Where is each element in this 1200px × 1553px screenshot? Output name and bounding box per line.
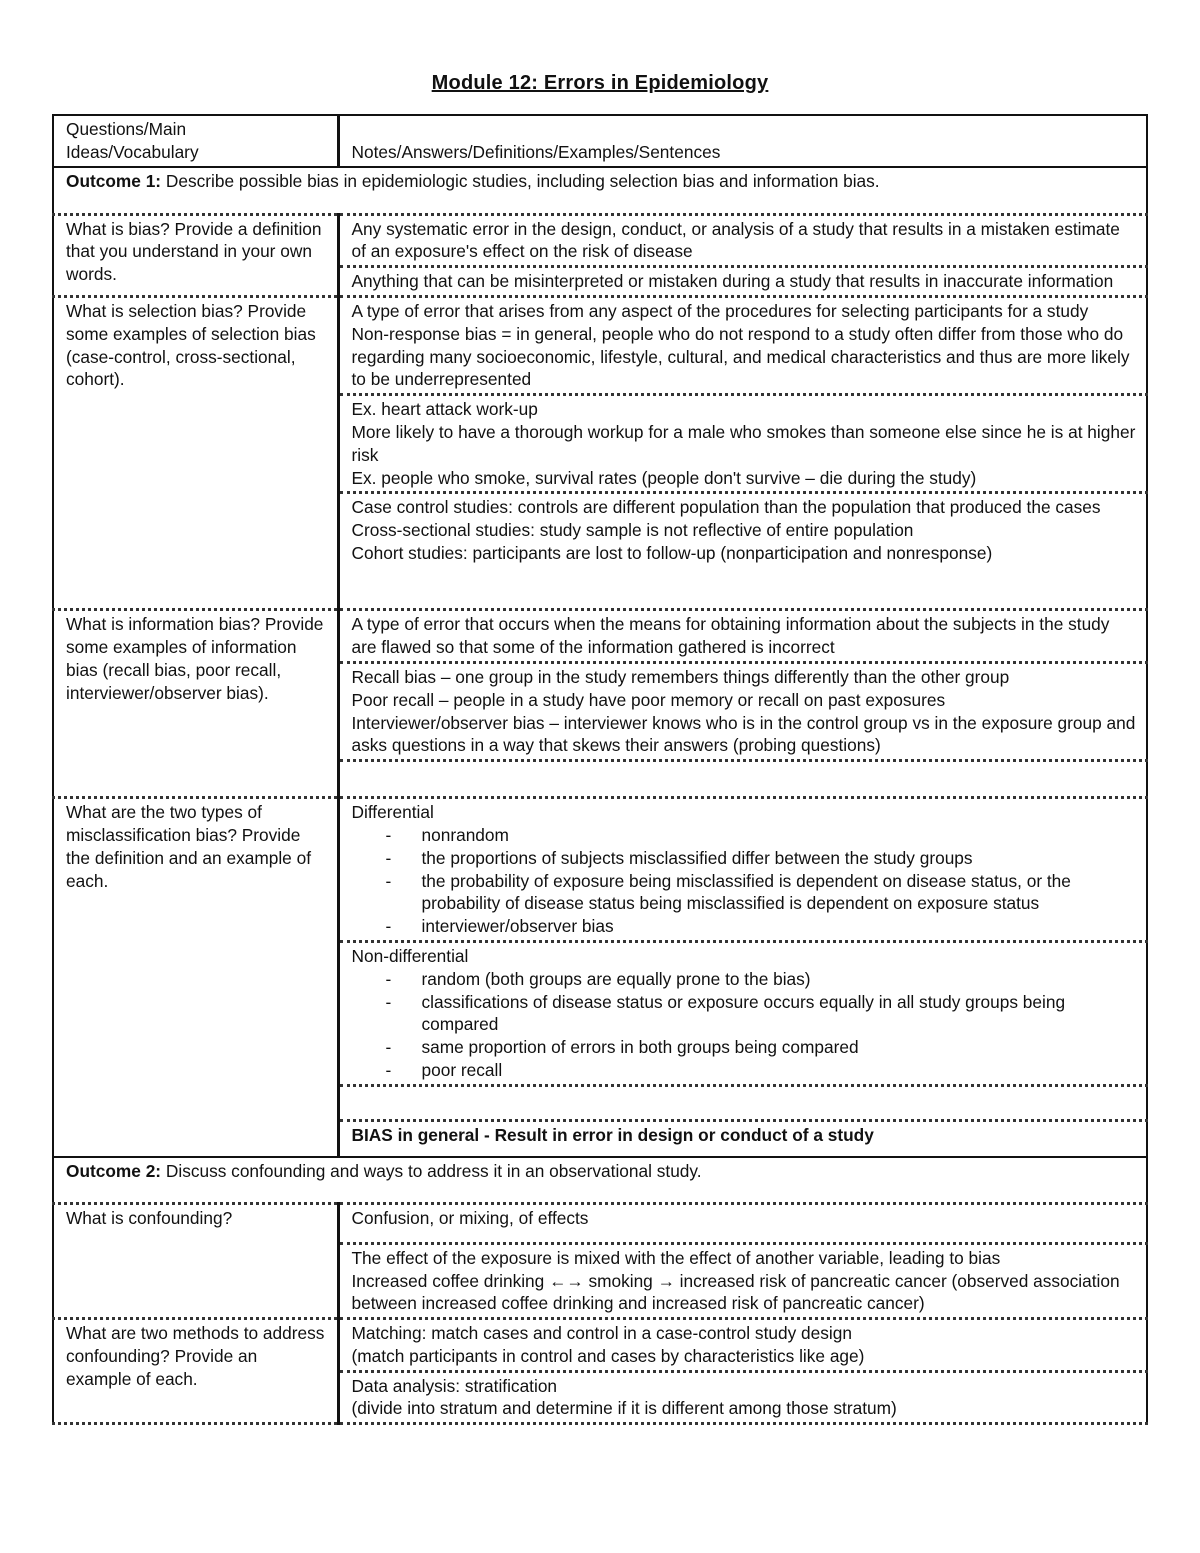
selection-note: A type of error that arises from any aspect of the procedures for selecting participants for a study Non-response bias = in general, people who do not respond to a study often differ from those who do regarding many socioeconomic, lifestyle, cultural, and medical characteristics and thus are more likely to be underrepresented [338,296,1147,394]
confounding-note: Confusion, or mixing, of effects [338,1203,1147,1243]
selection-row-1 [53,296,1147,394]
list-item: - poor recall [385,1059,503,1080]
misclassification-row-1 [53,798,1147,942]
differential-note: Differential - nonrandom - the proportions of subjects misclassified differ between the study groups - the probability of exposure being misclassified is dependent on disease status, or the probability of disease status being misclassified is dependent on exposure status - interviewer/observer bias [338,798,1147,942]
empty-note [338,761,1147,798]
confounding-row-1 [53,1203,1147,1243]
list-item: - classifications of disease status or exposure occurs equally in all study groups being compared [385,991,1066,1035]
outcome-1-row [53,167,1147,215]
misclassification-question: What are the two types of misclassification bias? Provide the definition and an example of each. [53,798,338,1157]
outcome-1: Outcome 1: Describe possible bias in epidemiologic studies, including selection bias and information bias. [53,167,1147,215]
page-title: Module 12: Errors in Epidemiology [431,72,769,94]
bias-note: Anything that can be misinterpreted or mistaken during a study that results in inaccurate information [338,267,1147,297]
header-left: Questions/Main Ideas/Vocabulary [53,115,338,167]
empty-note [338,1085,1147,1120]
selection-question: What is selection bias? Provide some examples of selection bias (case-control, cross-sectional, cohort). [53,296,338,609]
confounding-note: The effect of the exposure is mixed with the effect of another variable, leading to bias Increased coffee drinking ←→ smoking → increased risk of pancreatic cancer (observed association between increased coffee drinking and increased risk of pancreatic cancer) [338,1243,1147,1318]
list-item: - interviewer/observer bias [385,916,614,937]
list-item: - the proportions of subjects misclassified differ between the study groups [385,847,973,868]
outcome-2: Outcome 2: Discuss confounding and ways to address it in an observational study. [53,1157,1147,1204]
information-row-1 [53,610,1147,663]
selection-note: Ex. heart attack work-up More likely to have a thorough workup for a male who smokes than someone else since he is at higher risk Ex. people who smoke, survival rates (people don't survive – die during the study) [338,395,1147,493]
information-question: What is information bias? Provide some examples of information bias (recall bias, poor recall, interviewer/observer bias). [53,610,338,798]
bias-question: What is bias? Provide a definition that you understand in your own words. [53,214,338,296]
nondifferential-note: Non-differential - random (both groups are equally prone to the bias) - classifications of disease status or exposure occurs equally in all study groups being compared - same proportion of errors in both groups being compared - poor recall [338,941,1147,1085]
methods-note: Data analysis: stratification (divide into stratum and determine if it is different among those stratum) [338,1371,1147,1424]
selection-note: Case control studies: controls are different population than the population that produced the cases Cross-sectional studies: study sample is not reflective of entire population Cohort studies: participants are lost to follow-up (nonparticipation and nonresponse) [338,493,1147,610]
outcome-2-row [53,1157,1147,1204]
confounding-question: What is confounding? [53,1203,338,1318]
bias-note: Any systematic error in the design, conduct, or analysis of a study that results in a mistaken estimate of an exposure's effect on the risk of disease [338,214,1147,267]
bias-summary: BIAS in general - Result in error in design or conduct of a study [338,1120,1147,1157]
header-right: Notes/Answers/Definitions/Examples/Sentences [338,115,1147,167]
methods-row-1 [53,1319,1147,1372]
methods-question: What are two methods to address confounding? Provide an example of each. [53,1319,338,1424]
cornell-notes-table [52,114,1148,1425]
information-note: A type of error that occurs when the means for obtaining information about the subjects in the study are flawed so that some of the information gathered is incorrect [338,610,1147,663]
information-note: Recall bias – one group in the study remembers things differently than the other group Poor recall – people in a study have poor memory or recall on past exposures Interviewer/observer bias – interviewer knows who is in the control group vs in the exposure group and asks questions in a way that skews their answers (probing questions) [338,662,1147,760]
list-item: - nonrandom [385,824,509,845]
bias-row-1 [53,214,1147,267]
header-row [53,115,1147,167]
list-item: - the probability of exposure being misclassified is dependent on disease status, or the probability of disease status being misclassified is dependent on exposure status [385,870,1071,914]
list-item: - same proportion of errors in both groups being compared [385,1037,859,1058]
list-item: - random (both groups are equally prone to the bias) [385,968,811,989]
methods-note: Matching: match cases and control in a case-control study design (match participants in control and cases by characteristics like age) [338,1319,1147,1372]
